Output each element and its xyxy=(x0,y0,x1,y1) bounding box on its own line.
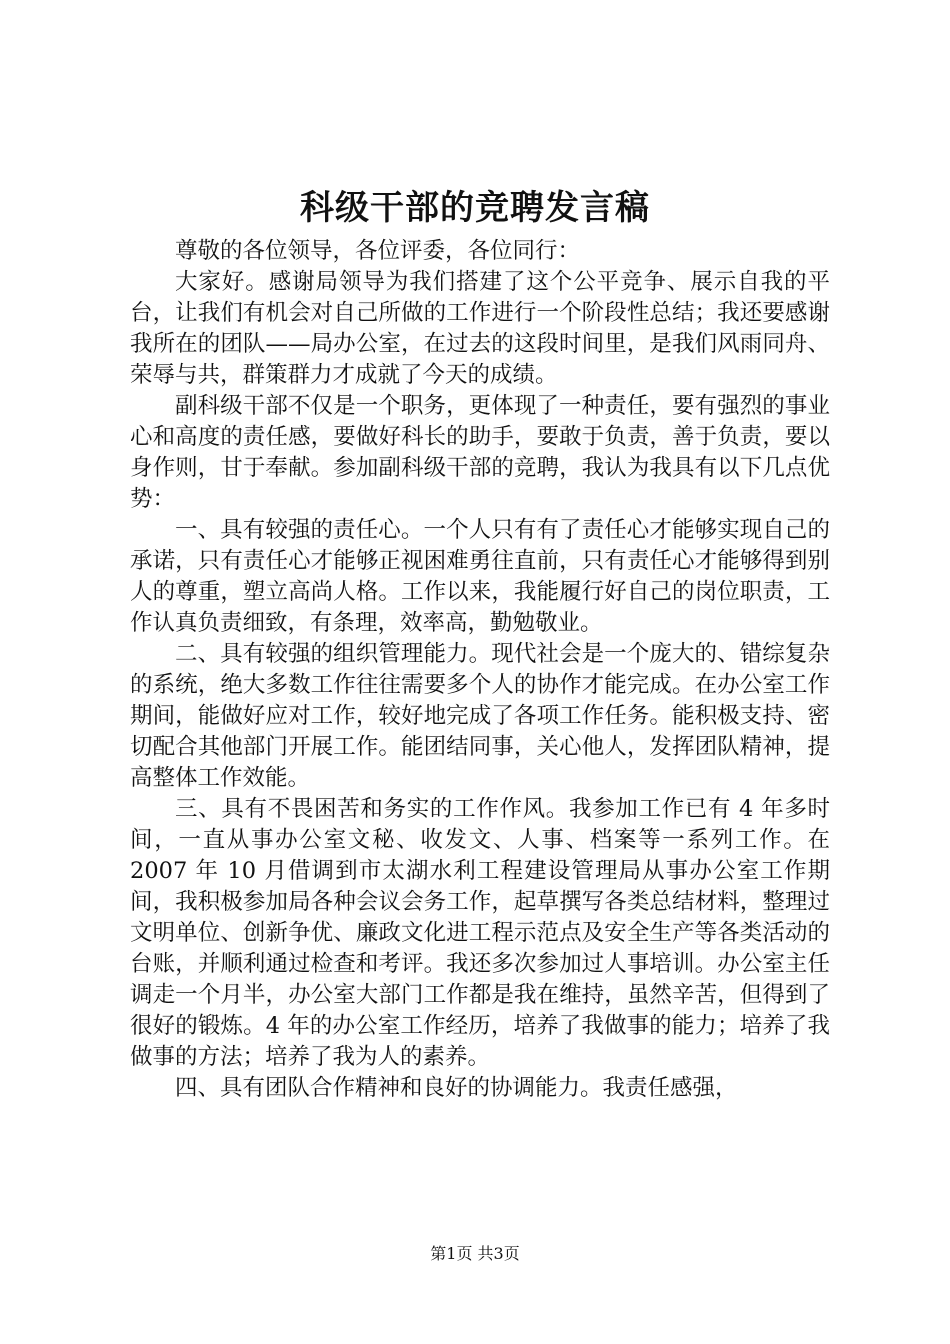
body-paragraph: 一、具有较强的责任心。一个人只有有了责任心才能够实现自己的承诺，只有责任心才能够正视困难勇往直前，只有责任心才能够得到别人的尊重，塑立高尚人格。工作以来，我能履行好自己的岗位职责，工作认真负责细致，有条理，效率高，勤勉敬业。 xyxy=(130,517,830,636)
document-body xyxy=(130,236,830,1104)
page-number-footer: 第1页 共3页 xyxy=(430,1244,520,1263)
body-paragraph: 大家好。感谢局领导为我们搭建了这个公平竞争、展示自我的平台，让我们有机会对自己所做的工作进行一个阶段性总结；我还要感谢我所在的团队——局办公室，在过去的这段时间里，是我们风雨同舟、荣辱与共，群策群力才成就了今天的成绩。 xyxy=(130,269,830,388)
salutation-paragraph: 尊敬的各位领导，各位评委，各位同行： xyxy=(175,238,581,264)
document-title: 科级干部的竞聘发言稿 xyxy=(300,188,650,228)
body-paragraph: 三、具有不畏困苦和务实的工作作风。我参加工作已有 4 年多时间，一直从事办公室文秘、收发文、人事、档案等一系列工作。在 2007 年 10 月借调到市太湖水利工程建设管理局从事办公室工作期间，我积极参加局各种会议会务工作，起草撰写各类总结材料，整理过文明单位、创新争优、廉政文化进工程示范点及安全生产等各类活动的台账，并顺利通过检查和考评。我还多次参加过人事培训。办公室主任调走一个月半，办公室大部门工作都是我在维持，虽然辛苦，但得到了很好的锻炼。4 年的办公室工作经历，培养了我做事的能力；培养了我做事的方法；培养了我为人的素养。 xyxy=(130,796,830,1070)
body-paragraph: 副科级干部不仅是一个职务，更体现了一种责任，要有强烈的事业心和高度的责任感，要做好科长的助手，要敢于负责，善于负责，要以身作则，甘于奉献。参加副科级干部的竞聘，我认为我具有以下几点优势： xyxy=(130,393,830,512)
body-paragraph: 四、具有团队合作精神和良好的协调能力。我责任感强， xyxy=(175,1075,738,1101)
body-paragraph: 二、具有较强的组织管理能力。现代社会是一个庞大的、错综复杂的系统，绝大多数工作往往需要多个人的协作才能完成。在办公室工作期间，能做好应对工作，较好地完成了各项工作任务。能积极支持、密切配合其他部门开展工作。能团结同事，关心他人，发挥团队精神，提高整体工作效能。 xyxy=(130,641,830,791)
